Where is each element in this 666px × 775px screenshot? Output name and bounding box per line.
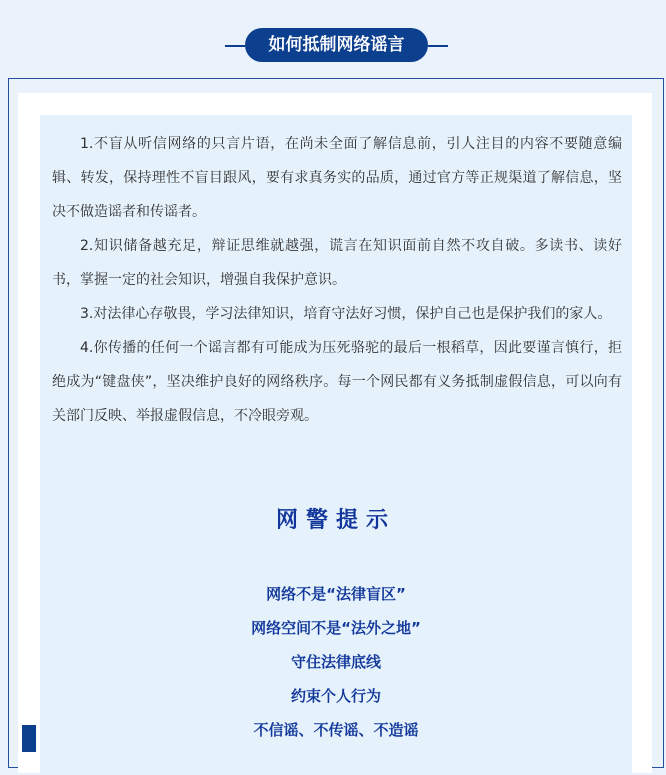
notice-line-4: 约束个人行为 [290,687,381,705]
notice-line-3: 守住法律底线 [290,653,381,671]
decorative-corner-mark [22,725,36,752]
notice-line-2: 网络空间不是“法外之地” [251,619,421,637]
notice-title: 网警提示 [275,508,396,533]
tip-paragraph-4: 4.你传播的任何一个谣言都有可能成为压死骆驼的最后一根稻草，因此要谨言慎行，拒绝成为“键盘侠”，坚决维护良好的网络秩序。每一个网民都有义务抵制虚假信息，可以向有关部门反映、举报虚假信息，不冷眼旁观。 [52,340,622,424]
tips-list [52,127,622,433]
section-title: 如何抵制网络谣言 [245,28,428,62]
title-right-line [428,45,448,47]
section-header [0,28,666,62]
notice-line-5: 不信谣、不传谣、不造谣 [253,721,419,739]
tip-paragraph-2: 2.知识储备越充足，辩证思维就越强，谎言在知识面前自然不攻自破。多读书、读好书，掌握一定的社会知识，增强自我保护意识。 [52,238,622,288]
notice-list [40,577,632,747]
article-content [40,115,632,775]
notice-line-1: 网络不是“法律盲区” [266,585,406,603]
tip-paragraph-1: 1.不盲从听信网络的只言片语，在尚未全面了解信息前，引人注目的内容不要随意编辑、转发，保持理性不盲目跟风，要有求真务实的品质，通过官方等正规渠道了解信息，坚决不做造谣者和传谣者。 [52,136,622,220]
title-left-line [225,45,245,47]
tip-paragraph-3: 3.对法律心存敬畏，学习法律知识，培育守法好习惯，保护自己也是保护我们的家人。 [80,306,612,322]
